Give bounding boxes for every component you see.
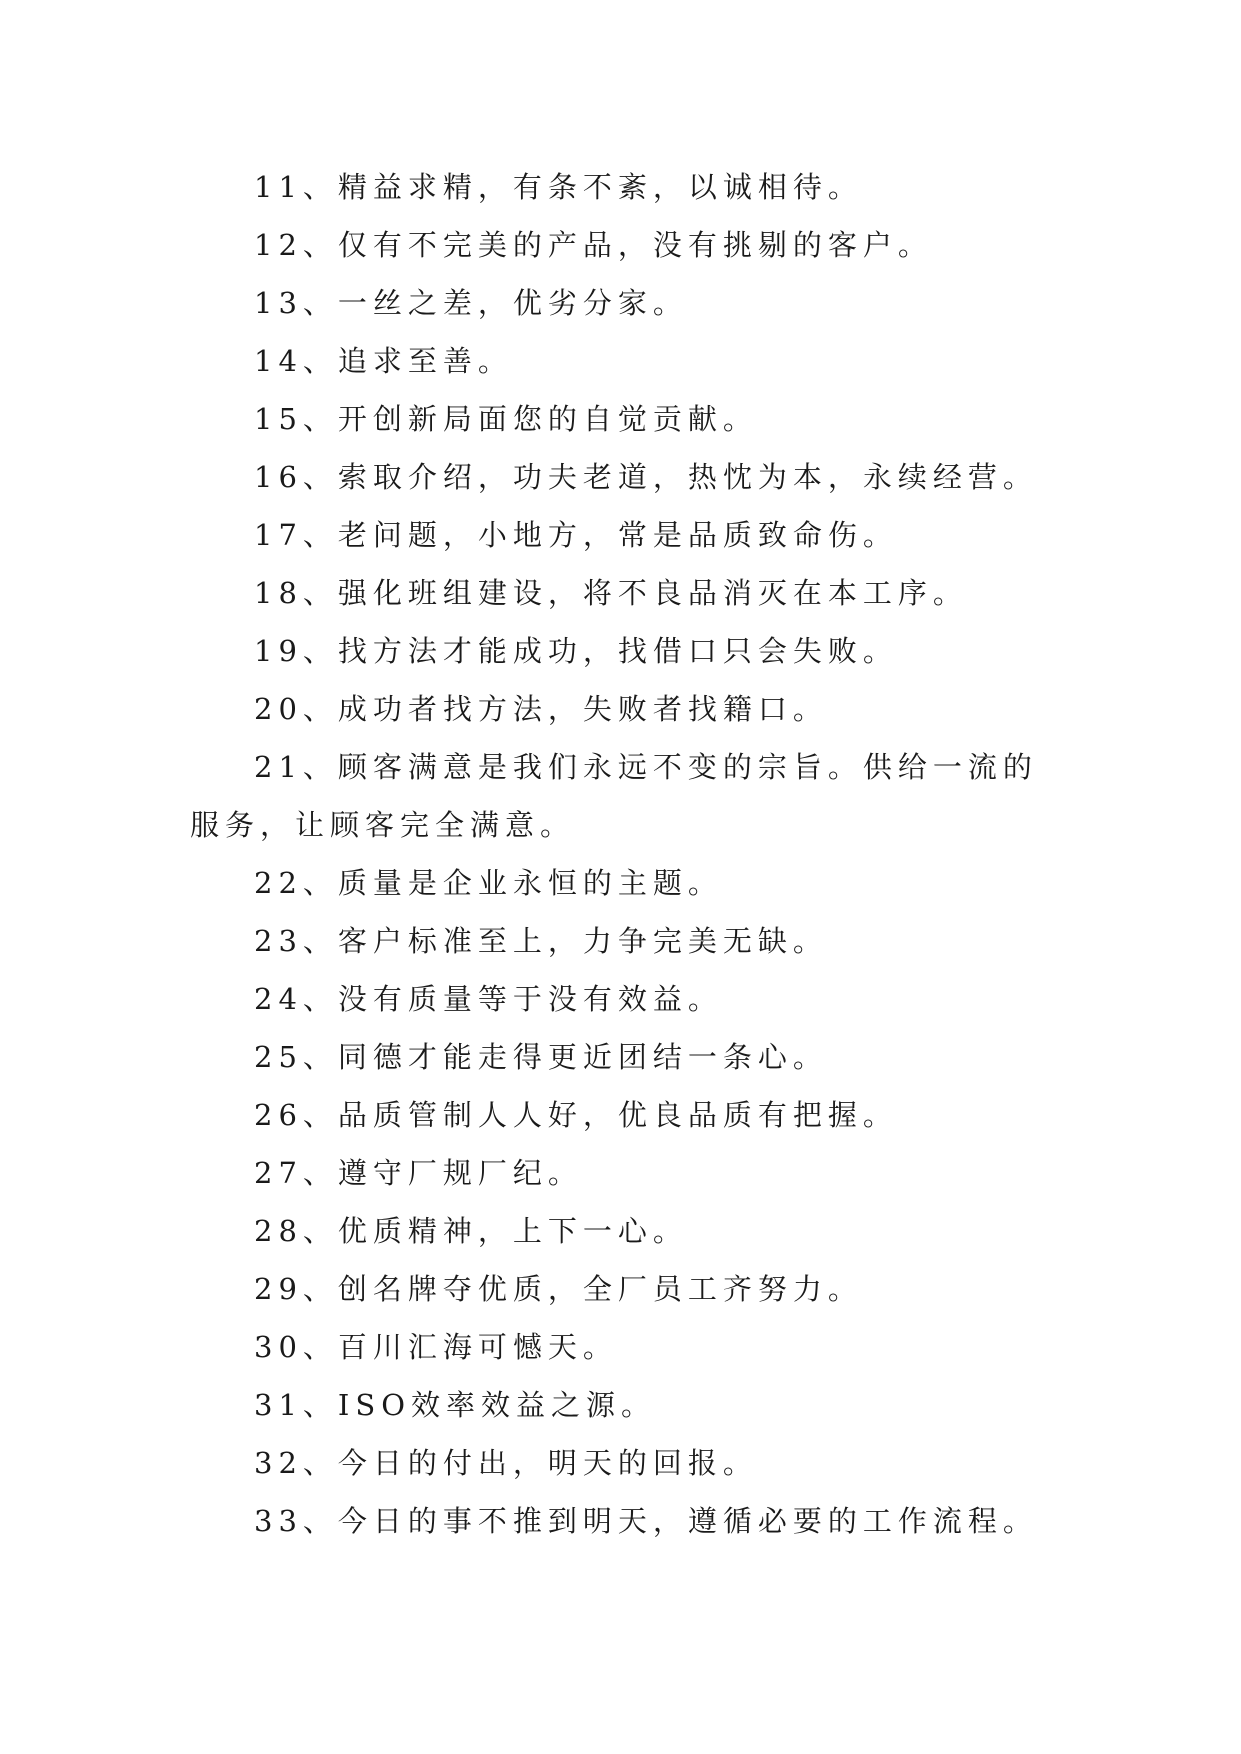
list-item: 32、今日的付出，明天的回报。 xyxy=(254,1446,758,1480)
list-item: 28、优质精神，上下一心。 xyxy=(254,1214,688,1248)
list-item: 21、顾客满意是我们永远不变的宗旨。供给一流的服务，让顾客完全满意。 xyxy=(190,750,1038,842)
list-item: 24、没有质量等于没有效益。 xyxy=(254,982,723,1016)
list-item: 13、一丝之差，优劣分家。 xyxy=(254,286,688,320)
list-item: 29、创名牌夺优质，全厂员工齐努力。 xyxy=(254,1272,863,1306)
list-item: 18、强化班组建设，将不良品消灭在本工序。 xyxy=(254,576,968,610)
list-item: 16、索取介绍，功夫老道，热忱为本，永续经营。 xyxy=(254,460,1038,494)
list-item: 22、质量是企业永恒的主题。 xyxy=(254,866,723,900)
list-item: 17、老问题，小地方，常是品质致命伤。 xyxy=(254,518,898,552)
slogan-list xyxy=(190,158,1060,1550)
list-item: 27、遵守厂规厂纪。 xyxy=(254,1156,583,1190)
list-item: 19、找方法才能成功，找借口只会失败。 xyxy=(254,634,898,668)
list-item: 26、品质管制人人好，优良品质有把握。 xyxy=(254,1098,898,1132)
list-item: 33、今日的事不推到明天，遵循必要的工作流程。 xyxy=(254,1504,1038,1538)
list-item: 23、客户标准至上，力争完美无缺。 xyxy=(254,924,828,958)
list-item: 20、成功者找方法，失败者找籍口。 xyxy=(254,692,828,726)
list-item: 30、百川汇海可憾天。 xyxy=(254,1330,618,1364)
list-item: 14、追求至善。 xyxy=(254,344,513,378)
list-item: 15、开创新局面您的自觉贡献。 xyxy=(254,402,758,436)
list-item: 11、精益求精，有条不紊，以诚相待。 xyxy=(254,170,863,204)
list-item: 31、ISO效率效益之源。 xyxy=(254,1388,656,1422)
list-item: 25、同德才能走得更近团结一条心。 xyxy=(254,1040,828,1074)
list-item: 12、仅有不完美的产品，没有挑剔的客户。 xyxy=(254,228,933,262)
